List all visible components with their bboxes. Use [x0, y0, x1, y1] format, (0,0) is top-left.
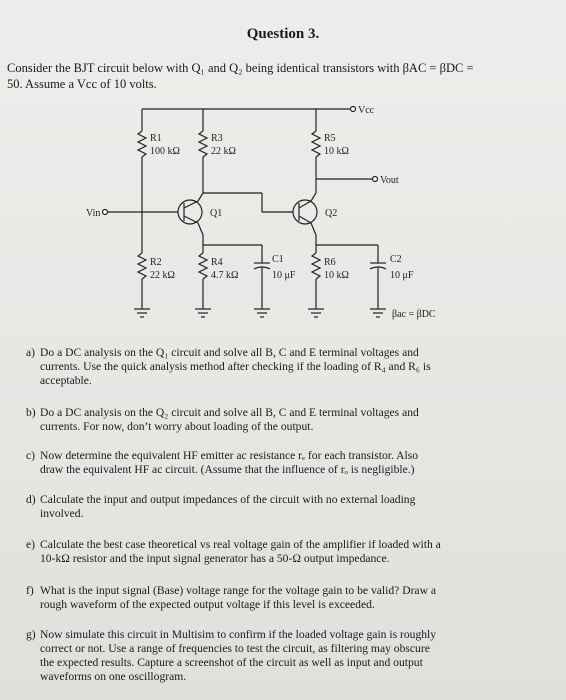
question-f-line: rough waveform of the expected output voltage if this level is exceeded.	[40, 598, 375, 611]
c2-name: C2	[390, 254, 402, 265]
vout-terminal	[373, 177, 378, 182]
question-e-label: e)	[26, 538, 36, 551]
question-b-label: b)	[26, 406, 36, 419]
question-b-line: currents. For now, don’t worry about loading of the output.	[40, 420, 314, 433]
intro-paragraph	[7, 60, 552, 92]
vout-label: Vout	[380, 175, 399, 186]
r6-value: 10 kΩ	[324, 270, 349, 281]
r3-value: 22 kΩ	[211, 146, 236, 157]
r5-resistor	[312, 131, 320, 157]
question-c-line: Now determine the equivalent HF emitter ac resistance rₑ for each transistor. Also	[40, 449, 419, 462]
question-g-line: Now simulate this circuit in Multisim to confirm if the loaded voltage gain is roughly	[40, 628, 437, 641]
question-c-line: draw the equivalent HF ac circuit. (Assume that the influence of rₒ is negligible.)	[40, 463, 415, 476]
vcc-terminal	[351, 107, 356, 112]
question-a-line: currents. Use the quick analysis method after checking if the loading of R₄ and R₆ is	[40, 360, 431, 373]
question-g	[26, 628, 500, 684]
c2-value: 10 μF	[390, 270, 414, 281]
question-g-line: the expected results. Capture a screenshot of the circuit as well as input and output	[40, 656, 423, 669]
r2-value: 22 kΩ	[150, 270, 175, 281]
r2-resistor	[138, 253, 146, 279]
r4-value: 4.7 kΩ	[211, 270, 239, 281]
question-b-line: Do a DC analysis on the Q₂ circuit and solve all B, C and E terminal voltages and	[40, 406, 419, 419]
question-a-line: acceptable.	[40, 374, 92, 387]
r2-name: R2	[150, 257, 162, 268]
c1-name: C1	[272, 254, 284, 265]
question-e-line: Calculate the best case theoretical vs real voltage gain of the amplifier if loaded with a	[40, 538, 441, 551]
question-e-line: 10-kΩ resistor and the input signal generator has a 50-Ω output impedance.	[40, 552, 390, 565]
question-c	[26, 449, 500, 477]
question-f-line: What is the input signal (Base) voltage range for the voltage gain to be valid? Draw a	[40, 584, 436, 597]
question-d-label: d)	[26, 493, 36, 506]
r6-name: R6	[324, 257, 336, 268]
question-g-line: waveforms on one oscillogram.	[40, 670, 187, 683]
q2-label: Q2	[325, 208, 338, 219]
r6-resistor	[312, 253, 320, 279]
q1-label: Q1	[210, 208, 223, 219]
r3-name: R3	[211, 133, 223, 144]
q1-transistor	[178, 200, 202, 224]
r3-resistor	[199, 131, 207, 157]
bjt-circuit-diagram	[0, 95, 566, 335]
intro-line-1: Consider the BJT circuit below with Q₁ and Q₂ being identical transistors with βAC = βDC =	[7, 61, 474, 75]
beta-note: βac = βDC	[392, 309, 436, 320]
question-b	[26, 406, 500, 434]
question-d	[26, 493, 500, 521]
question-a	[26, 346, 500, 388]
q2-transistor	[293, 200, 317, 224]
question-g-line: correct or not. Use a range of frequencies to test the circuit, as filtering may obscure	[40, 642, 430, 655]
r1-value: 100 kΩ	[150, 146, 180, 157]
question-a-line: Do a DC analysis on the Q₁ circuit and solve all B, C and E terminal voltages and	[40, 346, 419, 359]
question-a-label: a)	[26, 346, 36, 359]
r4-resistor	[199, 253, 207, 279]
vcc-label: Vcc	[358, 105, 375, 116]
r1-name: R1	[150, 133, 162, 144]
question-e	[26, 538, 500, 566]
question-c-label: c)	[26, 449, 36, 462]
question-d-line: Calculate the input and output impedances of the circuit with no external loading	[40, 493, 416, 506]
question-d-line: involved.	[40, 507, 84, 520]
page-title: Question 3.	[246, 26, 320, 42]
vin-terminal	[103, 210, 108, 215]
question-f-label: f)	[26, 584, 34, 597]
r1-resistor	[138, 131, 146, 157]
r5-value: 10 kΩ	[324, 146, 349, 157]
question-f	[26, 584, 500, 612]
c1-value: 10 μF	[272, 270, 296, 281]
intro-line-2: 50. Assume a Vcc of 10 volts.	[7, 77, 157, 91]
r5-name: R5	[324, 133, 336, 144]
question-g-label: g)	[26, 628, 36, 641]
vin-label: Vin	[86, 208, 101, 219]
r4-name: R4	[211, 257, 223, 268]
